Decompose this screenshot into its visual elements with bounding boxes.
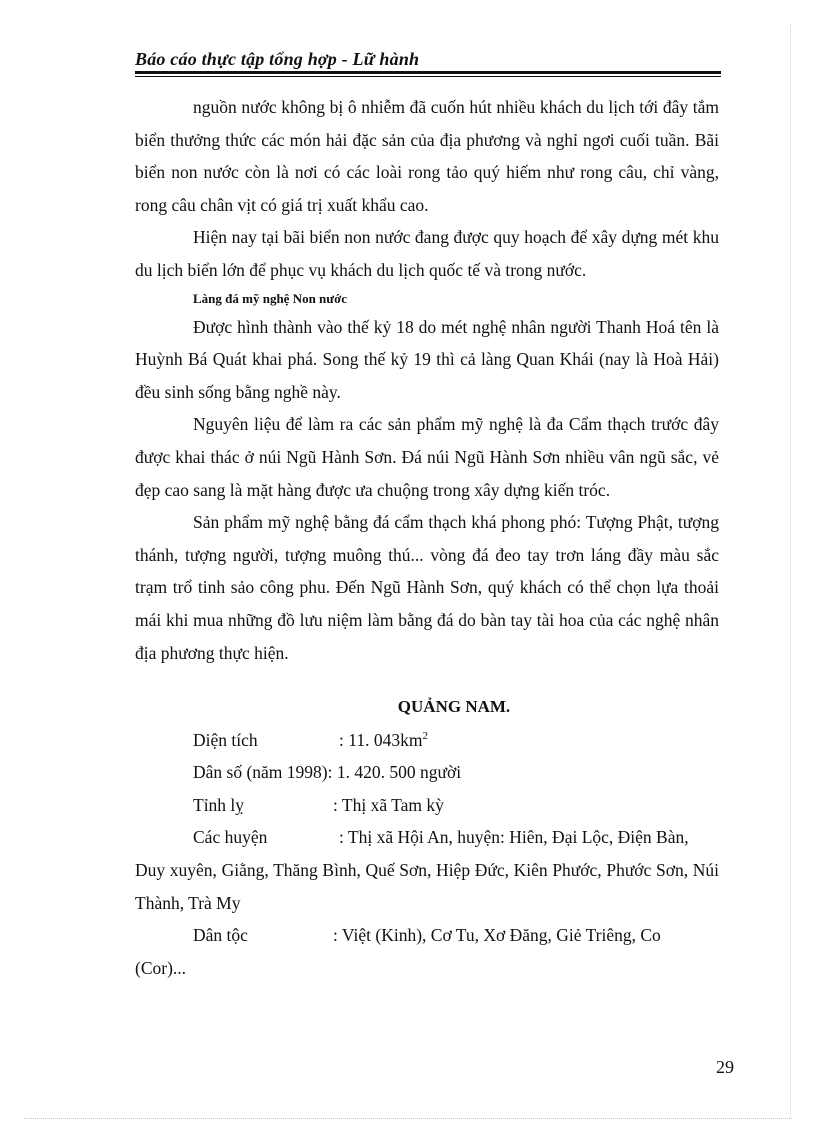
page-border-right bbox=[790, 24, 791, 1118]
page-header bbox=[135, 48, 721, 77]
section-subheading: Làng đá mỹ nghệ Non nước bbox=[193, 290, 348, 306]
paragraph-4: Nguyên liệu để làm ra các sản phẩm mỹ nghệ là đa Cẩm thạch trước đây được khai thác ở núi Ngũ Hành Sơn. Đá núi Ngũ Hành Sơn nhiều vân ngũ sắc, vẻ đẹp cao sang là mặt hàng được ưa chuộng trong xây dựng kiến tróc. bbox=[135, 414, 719, 500]
page-border-bottom bbox=[24, 1118, 792, 1119]
population-value: : 1. 420. 500 người bbox=[327, 762, 462, 783]
area-label: Diện tích bbox=[193, 729, 258, 750]
ethnic-row bbox=[135, 919, 719, 952]
area-superscript: 2 bbox=[422, 729, 428, 742]
page-body bbox=[135, 91, 719, 984]
area-row bbox=[135, 724, 719, 757]
capital-row bbox=[135, 789, 719, 822]
ethnic-continuation: (Cor)... bbox=[135, 957, 187, 978]
paragraph-3: Được hình thành vào thế kỷ 18 do mét nghệ nhân người Thanh Hoá tên là Huỳnh Bá Quát khai phá. Song thế kỷ 19 thì cả làng Quan Khái (nay là Hoà Hải) đều sinh sống bằng nghề này. bbox=[135, 316, 719, 402]
population-row bbox=[135, 756, 719, 789]
header-rule bbox=[135, 71, 721, 74]
paragraph-2: Hiện nay tại bãi biển non nước đang được quy hoạch để xây dựng mét khu du lịch biển lớn để phục vụ khách du lịch quốc tế và trong nước. bbox=[135, 227, 719, 280]
paragraph-1: nguồn nước không bị ô nhiễm đã cuốn hút nhiều khách du lịch tới đây tắm biển thưởng thức các món hải đặc sản của địa phương và nghỉ ngơi cuối tuần. Bãi biển non nước còn là nơi có các loài rong tảo quý hiếm như rong câu, chỉ vàng, rong câu chân vịt có giá trị xuất khẩu cao. bbox=[135, 97, 719, 215]
ethnic-value: : Việt (Kinh), Cơ Tu, Xơ Đăng, Giẻ Triêng, Co bbox=[333, 925, 661, 946]
page-number: 29 bbox=[716, 1057, 734, 1077]
districts-label: Các huyện bbox=[193, 827, 268, 848]
capital-label: Tỉnh lỵ bbox=[193, 794, 245, 815]
capital-value: : Thị xã Tam kỳ bbox=[333, 794, 444, 815]
districts-value: : Thị xã Hội An, huyện: Hiên, Đại Lộc, Điện Bàn, bbox=[339, 827, 689, 848]
ethnic-label: Dân tộc bbox=[193, 925, 248, 946]
header-rule-thin bbox=[135, 76, 721, 77]
paragraph-5: Sản phẩm mỹ nghệ bằng đá cẩm thạch khá phong phó: Tượng Phật, tượng thánh, tượng người, tượng muông thú... vòng đá đeo tay trơn láng đầy màu sắc trạm trổ tinh sảo công phu. Đến Ngũ Hành Sơn, quý khách có thể chọn lựa thoải mái khi mua những đồ lưu niệm làm bằng đá do bàn tay tài hoa của các nghệ nhân địa phương thực hiện. bbox=[135, 512, 719, 663]
header-title: Báo cáo thực tập tổng hợp - Lữ hành bbox=[135, 49, 420, 69]
area-value: : 11. $043km^2$ bbox=[339, 729, 428, 750]
districts-row bbox=[135, 821, 719, 854]
districts-continuation: Duy xuyên, Giằng, Thăng Bình, Quế Sơn, Hiệp Đức, Kiên Phước, Phước Sơn, Núi Thành, Trà My bbox=[135, 860, 719, 913]
province-title: QUẢNG NAM. bbox=[397, 697, 511, 717]
population-label: Dân số (năm 1998) bbox=[193, 762, 328, 783]
